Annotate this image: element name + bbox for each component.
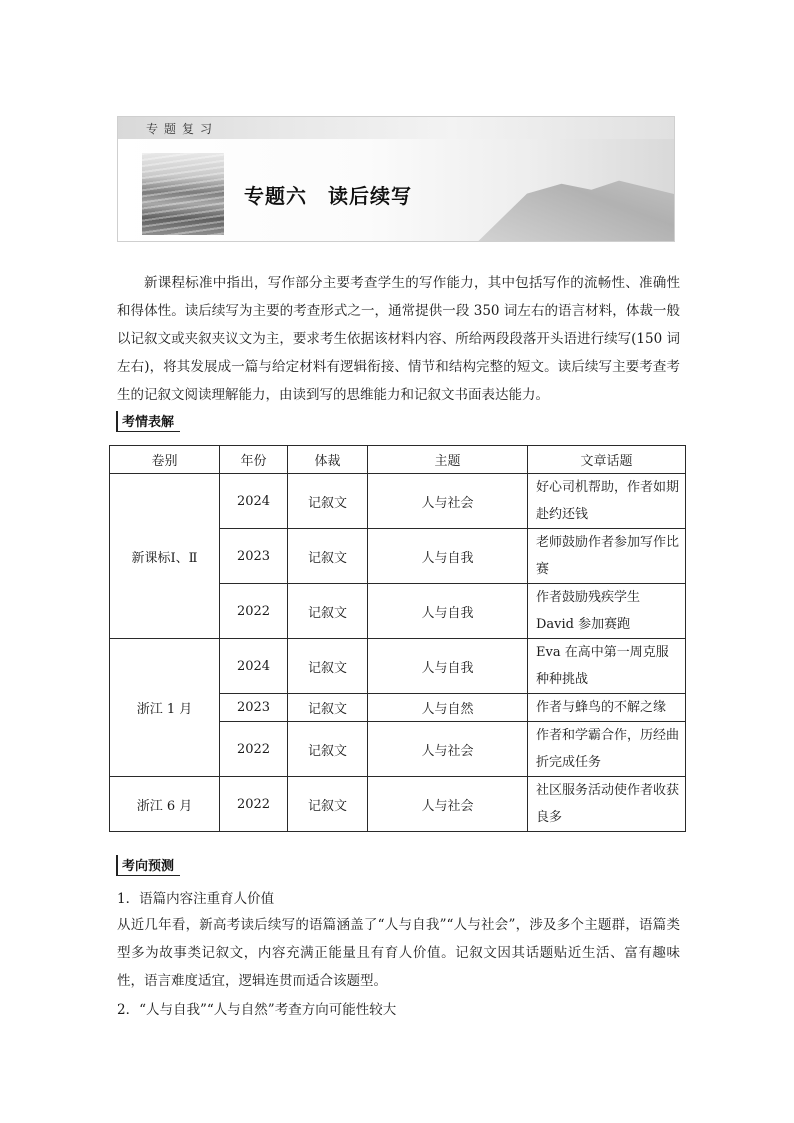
table-row — [110, 474, 686, 529]
header-theme: 主题 — [368, 446, 528, 474]
intro-paragraph: 新课程标准中指出，写作部分主要考查学生的写作能力，其中包括写作的流畅性、准确性和得体性。读后续写为主要的考查形式之一，通常提供一段 350 词左右的语言材料，体裁一般以记叙文或夹叙夹议文为主，要求考生依据该材料内容、所给两段段落开头语进行续写(150 词左右)，将其发展成一篇与给定材料有逻辑衔接、情节和结构完整的短文。读后续写主要考查考生的记叙文阅读理解能力，由读到写的思维能力和记叙文书面表达能力。 — [117, 275, 680, 403]
theme-cell: 人与自然 — [368, 694, 528, 722]
genre-cell: 记叙文 — [288, 474, 368, 529]
year-cell: 2022 — [220, 584, 288, 639]
topic-cell: 好心司机帮助，作者如期赴约还钱 — [528, 474, 686, 529]
year-cell: 2022 — [220, 777, 288, 832]
header-paper: 卷别 — [110, 446, 220, 474]
genre-cell: 记叙文 — [288, 584, 368, 639]
paper-cell: 浙江 6 月 — [110, 777, 220, 832]
rock-background-image — [458, 167, 675, 242]
section-heading-exam-analysis: 考情表解 — [116, 411, 180, 432]
year-cell: 2024 — [220, 474, 288, 529]
topic-cell: 作者鼓励残疾学生 David 参加赛跑 — [528, 584, 686, 639]
theme-cell: 人与自我 — [368, 584, 528, 639]
genre-cell: 记叙文 — [288, 722, 368, 777]
topic-banner — [117, 116, 675, 242]
theme-cell: 人与社会 — [368, 777, 528, 832]
table-row — [110, 639, 686, 694]
topic-cell: 作者与蜂鸟的不解之缘 — [528, 694, 686, 722]
theme-cell: 人与自我 — [368, 529, 528, 584]
theme-cell: 人与自我 — [368, 639, 528, 694]
point-2-heading: 2．“人与自我”“人与自然”考查方向可能性较大 — [117, 1002, 397, 1018]
table-header-row — [110, 446, 686, 474]
header-genre: 体裁 — [288, 446, 368, 474]
point-1-body: 从近几年看，新高考读后续写的语篇涵盖了“人与自我”“人与社会”，涉及多个主题群，语篇类型多为故事类记叙文，内容充满正能量且有育人价值。记叙文因其话题贴近生活、富有趣味性，语言难度适宜，逻辑连贯而适合该题型。 — [117, 917, 680, 989]
header-topic: 文章话题 — [528, 446, 686, 474]
genre-cell: 记叙文 — [288, 529, 368, 584]
paper-cell: 浙江 1 月 — [110, 639, 220, 777]
topic-cell: 老师鼓励作者参加写作比赛 — [528, 529, 686, 584]
exam-analysis-table — [109, 445, 686, 832]
page-title: 专题六 读后续写 — [244, 184, 412, 208]
genre-cell: 记叙文 — [288, 777, 368, 832]
point-1-heading: 1．语篇内容注重育人价值 — [117, 891, 275, 907]
topic-cell: 作者和学霸合作，历经曲折完成任务 — [528, 722, 686, 777]
genre-cell: 记叙文 — [288, 694, 368, 722]
topic-cell: Eva 在高中第一周克服种种挑战 — [528, 639, 686, 694]
paper-cell: 新课标Ⅰ、Ⅱ — [110, 474, 220, 639]
table-row — [110, 777, 686, 832]
seascape-image — [142, 153, 224, 235]
banner-label: 专题复习 — [146, 122, 219, 136]
theme-cell: 人与社会 — [368, 474, 528, 529]
topic-cell: 社区服务活动使作者收获良多 — [528, 777, 686, 832]
section-heading-trend-forecast: 考向预测 — [116, 855, 180, 876]
year-cell: 2023 — [220, 529, 288, 584]
year-cell: 2022 — [220, 722, 288, 777]
year-cell: 2024 — [220, 639, 288, 694]
year-cell: 2023 — [220, 694, 288, 722]
theme-cell: 人与社会 — [368, 722, 528, 777]
header-year: 年份 — [220, 446, 288, 474]
genre-cell: 记叙文 — [288, 639, 368, 694]
